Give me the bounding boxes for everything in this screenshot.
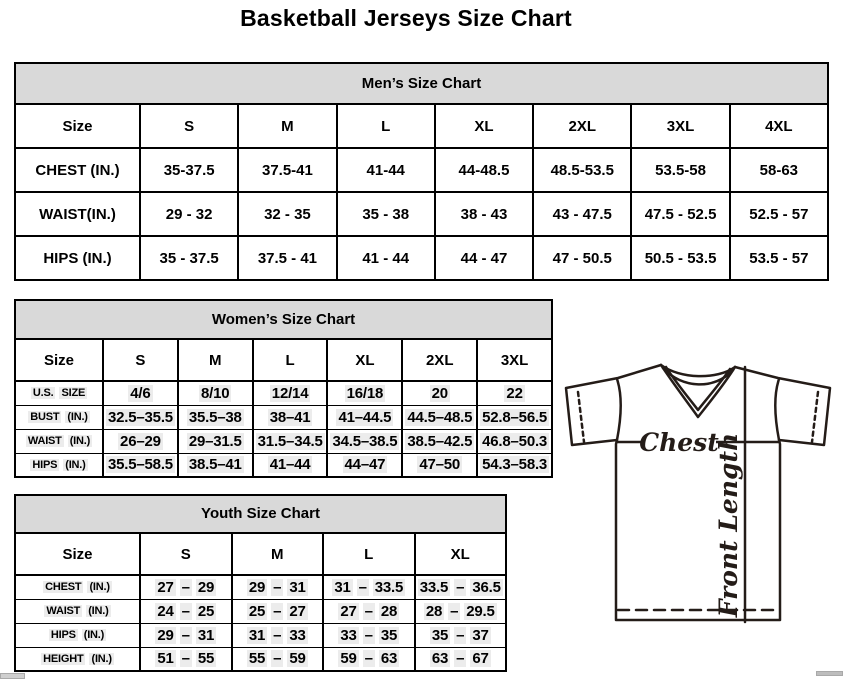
cell-text: 29 bbox=[248, 578, 266, 596]
cell-text: 41–44.5 bbox=[338, 408, 392, 426]
row-label bbox=[15, 575, 140, 599]
size-cell: 35 - 37.5 bbox=[140, 236, 238, 280]
size-cell: 44 - 47 bbox=[435, 236, 533, 280]
cell-text: 27 bbox=[289, 602, 306, 620]
cell-text: 26–29 bbox=[120, 432, 161, 450]
size-cell bbox=[232, 623, 324, 647]
cell-text: 12/14 bbox=[271, 384, 309, 402]
right-cuff-stitch-line bbox=[812, 392, 818, 442]
column-header: L bbox=[323, 533, 415, 575]
cell-text: (IN.) bbox=[88, 605, 109, 617]
size-cell bbox=[402, 405, 477, 429]
size-cell bbox=[140, 575, 232, 599]
column-header: M bbox=[238, 104, 336, 148]
cell-text: (IN.) bbox=[91, 652, 112, 665]
column-header: S bbox=[103, 339, 178, 381]
row-label: CHEST (IN.) bbox=[15, 148, 140, 192]
size-cell bbox=[323, 623, 415, 647]
cell-text: 38.5–41 bbox=[188, 456, 242, 474]
header-row bbox=[15, 339, 552, 381]
cell-text: 22 bbox=[506, 384, 523, 402]
cell-text: 4/6 bbox=[130, 384, 151, 402]
size-cell: 47.5 - 52.5 bbox=[631, 192, 729, 236]
size-cell: 52.5 - 57 bbox=[730, 192, 828, 236]
mens-table-title: Men’s Size Chart bbox=[14, 62, 829, 105]
cell-text: – bbox=[181, 626, 190, 644]
column-header: 4XL bbox=[730, 104, 828, 148]
left-cuff-stitch-line bbox=[578, 392, 584, 442]
cell-text: SIZE bbox=[61, 387, 86, 400]
size-cell bbox=[232, 575, 324, 599]
row-label bbox=[15, 429, 103, 453]
horizontal-scrollbar-thumb-left[interactable] bbox=[0, 673, 25, 679]
size-cell bbox=[402, 429, 477, 453]
cell-text: 28 bbox=[380, 602, 398, 620]
cell-text: 36.5 bbox=[472, 578, 501, 596]
size-cell bbox=[323, 647, 415, 671]
cell-text: 29–31.5 bbox=[188, 432, 242, 450]
cell-text: 29 bbox=[157, 626, 174, 644]
size-cell bbox=[327, 405, 402, 429]
size-cell: 32 - 35 bbox=[238, 192, 336, 236]
cell-text: 33.5 bbox=[374, 578, 404, 596]
column-header: XL bbox=[435, 104, 533, 148]
cell-text: (IN.) bbox=[65, 458, 86, 471]
cell-text: – bbox=[273, 602, 282, 620]
size-cell bbox=[253, 405, 328, 429]
cell-text: 37 bbox=[472, 626, 489, 644]
column-header: M bbox=[232, 533, 324, 575]
size-cell bbox=[323, 599, 415, 623]
cell-text: 31 bbox=[334, 578, 351, 596]
column-header: XL bbox=[415, 533, 507, 575]
size-cell: 35 - 38 bbox=[337, 192, 435, 236]
cell-text: 24 bbox=[157, 602, 174, 620]
cell-text: 20 bbox=[431, 384, 448, 402]
cell-text: 25 bbox=[197, 602, 215, 620]
cell-text: – bbox=[450, 602, 459, 620]
cell-text: 16/18 bbox=[346, 384, 384, 402]
cell-text: 55 bbox=[248, 650, 266, 668]
cell-text: 33.5 bbox=[419, 578, 449, 596]
row-label bbox=[15, 381, 103, 405]
cell-text: (IN.) bbox=[89, 581, 110, 594]
size-cell bbox=[327, 381, 402, 405]
row-label bbox=[15, 599, 140, 623]
size-cell: 50.5 - 53.5 bbox=[631, 236, 729, 280]
youth-size-table bbox=[14, 494, 507, 672]
cell-text: – bbox=[364, 650, 373, 668]
cell-text: U.S. bbox=[32, 387, 54, 400]
cell-text: 59 bbox=[289, 650, 306, 668]
cell-text: 32.5–35.5 bbox=[108, 408, 173, 426]
cell-text: 27 bbox=[340, 602, 357, 620]
cell-text: 34.5–38.5 bbox=[332, 432, 398, 450]
size-cell: 48.5-53.5 bbox=[533, 148, 631, 192]
cell-text: – bbox=[181, 650, 190, 668]
cell-text: 31 bbox=[197, 626, 215, 644]
cell-text: 38.5–42.5 bbox=[407, 432, 473, 450]
size-cell bbox=[178, 405, 253, 429]
cell-text: 28 bbox=[425, 602, 443, 620]
table-row bbox=[15, 647, 506, 671]
cell-text: HEIGHT bbox=[43, 652, 84, 665]
cell-text: 67 bbox=[472, 650, 489, 668]
size-cell bbox=[103, 381, 178, 405]
size-cell bbox=[415, 623, 507, 647]
cell-text: 35.5–38 bbox=[188, 408, 242, 426]
size-cell: 53.5 - 57 bbox=[730, 236, 828, 280]
row-label bbox=[15, 623, 140, 647]
cell-text: 25 bbox=[248, 602, 266, 620]
size-cell: 43 - 47.5 bbox=[533, 192, 631, 236]
cell-text: CHEST bbox=[45, 581, 82, 594]
column-header: 2XL bbox=[533, 104, 631, 148]
womens-table-title: Women’s Size Chart bbox=[14, 299, 553, 340]
mens-size-table bbox=[14, 62, 829, 281]
cell-text: – bbox=[273, 626, 282, 644]
cell-text: 38–41 bbox=[269, 408, 311, 426]
size-cell: 41-44 bbox=[337, 148, 435, 192]
cell-text: (IN.) bbox=[69, 435, 91, 447]
table-row bbox=[15, 599, 506, 623]
chest-label: Chest bbox=[639, 428, 719, 457]
cell-text: 35 bbox=[431, 626, 449, 644]
header-row bbox=[15, 533, 506, 575]
table-row bbox=[15, 236, 828, 280]
size-cell bbox=[477, 453, 552, 477]
size-cell bbox=[232, 647, 324, 671]
size-cell: 29 - 32 bbox=[140, 192, 238, 236]
column-header: S bbox=[140, 104, 238, 148]
cell-text: (IN.) bbox=[67, 411, 88, 423]
cell-text: – bbox=[456, 578, 465, 596]
womens-size-table bbox=[14, 299, 553, 478]
jersey-outline bbox=[566, 365, 830, 620]
cell-text: 63 bbox=[431, 650, 449, 668]
column-header: 3XL bbox=[477, 339, 552, 381]
cell-text: 47–50 bbox=[419, 456, 461, 474]
size-cell: 37.5-41 bbox=[238, 148, 336, 192]
table-row bbox=[15, 575, 506, 599]
cell-text: – bbox=[364, 626, 373, 644]
cell-text: (IN.) bbox=[83, 629, 105, 641]
cell-text: 46.8–50.3 bbox=[482, 432, 548, 450]
cell-text: – bbox=[456, 650, 465, 668]
column-header: XL bbox=[327, 339, 402, 381]
cell-text: HIPS bbox=[32, 458, 58, 471]
row-label bbox=[15, 405, 103, 429]
size-cell bbox=[477, 429, 552, 453]
size-cell bbox=[103, 429, 178, 453]
row-label bbox=[15, 453, 103, 477]
cell-text: 31 bbox=[248, 626, 266, 644]
row-label bbox=[15, 647, 140, 671]
size-cell bbox=[402, 453, 477, 477]
size-cell bbox=[253, 381, 328, 405]
cell-text: 54.3–58.3 bbox=[482, 456, 548, 474]
table-row bbox=[15, 405, 552, 429]
size-cell bbox=[415, 575, 507, 599]
size-cell bbox=[253, 429, 328, 453]
size-cell bbox=[178, 453, 253, 477]
size-cell bbox=[327, 453, 402, 477]
size-cell bbox=[103, 405, 178, 429]
size-cell bbox=[477, 405, 552, 429]
size-cell bbox=[140, 647, 232, 671]
cell-text: – bbox=[181, 578, 190, 596]
size-cell: 35-37.5 bbox=[140, 148, 238, 192]
size-cell: 53.5-58 bbox=[631, 148, 729, 192]
cell-text: 33 bbox=[340, 626, 357, 644]
youth-table-grid bbox=[14, 532, 507, 672]
size-cell bbox=[323, 575, 415, 599]
cell-text: 51 bbox=[157, 650, 174, 668]
size-cell bbox=[415, 599, 507, 623]
column-header: S bbox=[140, 533, 232, 575]
cell-text: – bbox=[273, 578, 282, 596]
cell-text: 31 bbox=[289, 578, 306, 596]
cell-text: 27 bbox=[157, 578, 174, 596]
row-label: HIPS (IN.) bbox=[15, 236, 140, 280]
size-cell bbox=[232, 599, 324, 623]
size-cell bbox=[140, 599, 232, 623]
cell-text: – bbox=[456, 626, 465, 644]
cell-text: 31.5–34.5 bbox=[257, 432, 323, 450]
size-cell: 41 - 44 bbox=[337, 236, 435, 280]
size-cell: 58-63 bbox=[730, 148, 828, 192]
cell-text: 29 bbox=[197, 578, 215, 596]
size-cell bbox=[140, 623, 232, 647]
size-cell: 44-48.5 bbox=[435, 148, 533, 192]
cell-text: 63 bbox=[380, 650, 398, 668]
size-cell: 37.5 - 41 bbox=[238, 236, 336, 280]
column-header: 2XL bbox=[402, 339, 477, 381]
cell-text: – bbox=[358, 578, 367, 596]
size-cell bbox=[178, 381, 253, 405]
column-header: L bbox=[337, 104, 435, 148]
cell-text: HIPS bbox=[50, 629, 76, 641]
table-row bbox=[15, 623, 506, 647]
size-cell: 38 - 43 bbox=[435, 192, 533, 236]
table-row bbox=[15, 148, 828, 192]
size-cell bbox=[415, 647, 507, 671]
size-cell bbox=[178, 429, 253, 453]
right-sleeve-seam bbox=[775, 379, 779, 440]
table-row bbox=[15, 453, 552, 477]
front-length-label: Front Length bbox=[714, 432, 743, 618]
header-row bbox=[15, 104, 828, 148]
cell-text: WAIST bbox=[46, 605, 81, 617]
table-row bbox=[15, 192, 828, 236]
cell-text: 52.8–56.5 bbox=[482, 408, 548, 426]
cell-text: 44.5–48.5 bbox=[407, 408, 473, 426]
cell-text: BUST bbox=[30, 411, 60, 423]
cell-text: 35 bbox=[380, 626, 398, 644]
table-row bbox=[15, 381, 552, 405]
cell-text: 33 bbox=[289, 626, 306, 644]
column-header: Size bbox=[15, 339, 103, 381]
left-sleeve-seam bbox=[617, 379, 621, 440]
size-cell: 47 - 50.5 bbox=[533, 236, 631, 280]
column-header: L bbox=[253, 339, 328, 381]
column-header: 3XL bbox=[631, 104, 729, 148]
cell-text: – bbox=[181, 602, 190, 620]
column-header: Size bbox=[15, 533, 140, 575]
jersey-measurement-diagram bbox=[558, 358, 840, 630]
size-cell bbox=[253, 453, 328, 477]
youth-table-title: Youth Size Chart bbox=[14, 494, 507, 534]
size-cell bbox=[327, 429, 402, 453]
cell-text: 59 bbox=[340, 650, 357, 668]
table-row bbox=[15, 429, 552, 453]
cell-text: WAIST bbox=[27, 435, 62, 447]
womens-table-grid bbox=[14, 338, 553, 478]
cell-text: – bbox=[273, 650, 282, 668]
page-title: Basketball Jerseys Size Chart bbox=[240, 5, 572, 31]
size-cell bbox=[103, 453, 178, 477]
cell-text: 44–47 bbox=[344, 456, 386, 474]
cell-text: 41–44 bbox=[269, 456, 311, 474]
cell-text: – bbox=[364, 602, 373, 620]
cell-text: 55 bbox=[197, 650, 215, 668]
size-cell bbox=[402, 381, 477, 405]
horizontal-scrollbar-thumb-right[interactable] bbox=[816, 671, 843, 676]
size-cell bbox=[477, 381, 552, 405]
column-header: M bbox=[178, 339, 253, 381]
cell-text: 8/10 bbox=[201, 384, 230, 402]
row-label: WAIST(IN.) bbox=[15, 192, 140, 236]
cell-text: 29.5 bbox=[466, 602, 495, 620]
cell-text: 35.5–58.5 bbox=[108, 456, 173, 474]
mens-table-grid bbox=[14, 103, 829, 281]
column-header: Size bbox=[15, 104, 140, 148]
